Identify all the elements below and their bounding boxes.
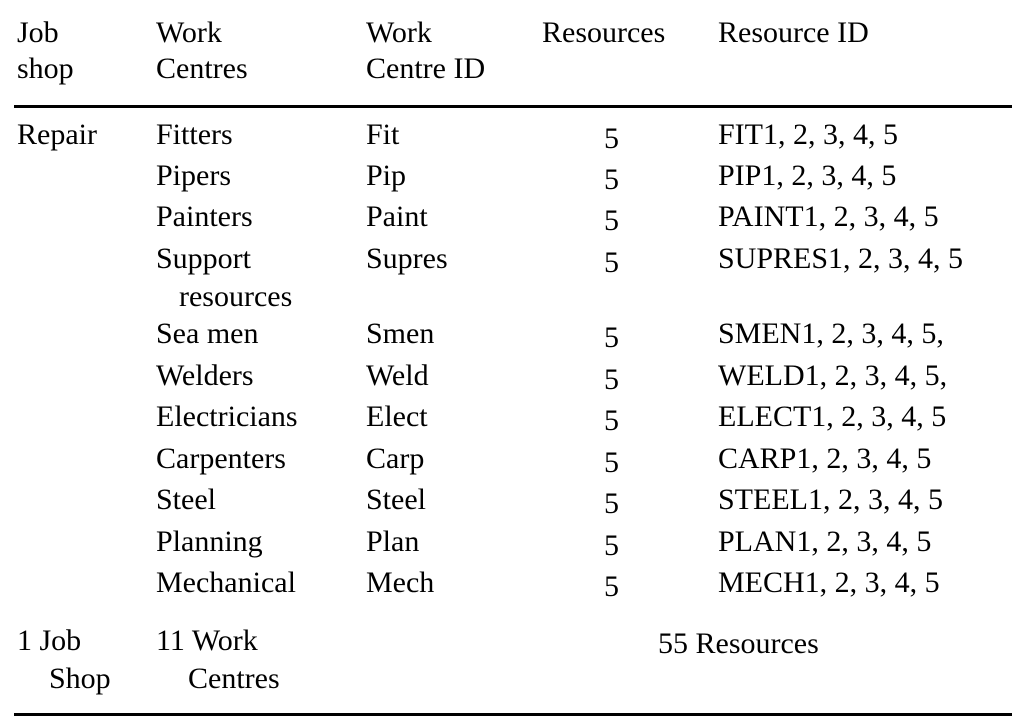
summary-work-centres-line2: Centres: [188, 662, 280, 695]
resource-count: 5: [604, 363, 619, 396]
resource-ids: PLAN1, 2, 3, 4, 5: [718, 525, 932, 558]
summary-job-shops-line1: 1 Job: [17, 624, 82, 657]
header-resource-id: [718, 18, 869, 48]
work-centre-name: Painters: [156, 200, 253, 233]
work-centre-name: Sea men: [156, 317, 259, 350]
resource-count: 5: [604, 487, 619, 520]
summary-work-centres-line1: 11 Work: [156, 624, 258, 657]
work-centre-name: Fitters: [156, 118, 233, 151]
work-centre-name: Pipers: [156, 159, 231, 192]
resource-count: 5: [604, 163, 619, 196]
header-job-shop-line2: shop: [17, 52, 74, 85]
work-centre-name: Support: [156, 242, 252, 275]
resource-ids: CARP1, 2, 3, 4, 5: [718, 442, 932, 475]
resource-count: 5: [604, 204, 619, 237]
work-centre-name: Steel: [156, 483, 216, 516]
header-work-centres-line2: Centres: [156, 52, 248, 85]
job-shop-name: Repair: [17, 118, 97, 151]
resource-ids: FIT1, 2, 3, 4, 5: [718, 118, 898, 151]
header-rule: [14, 105, 1012, 108]
header-work-centres: [156, 18, 248, 84]
header-resources-line1: Resources: [542, 16, 666, 49]
work-centre-name: Carpenters: [156, 442, 286, 475]
resource-ids: WELD1, 2, 3, 4, 5,: [718, 359, 948, 392]
work-centre-name: Welders: [156, 359, 254, 392]
resource-count: 5: [604, 246, 619, 279]
resource-count: 5: [604, 321, 619, 354]
summary-resources: 55 Resources: [658, 627, 819, 660]
header-job-shop: [17, 18, 74, 84]
summary-job-shops-line2: Shop: [49, 662, 111, 695]
resource-ids: SMEN1, 2, 3, 4, 5,: [718, 317, 944, 350]
resource-count: 5: [604, 404, 619, 437]
work-centre-id: Smen: [366, 317, 435, 350]
resource-ids: STEEL1, 2, 3, 4, 5: [718, 483, 943, 516]
header-work-centre-id: [366, 18, 485, 84]
header-work-centre-id-line1: Work: [366, 16, 432, 49]
work-centre-id: Weld: [366, 359, 429, 392]
header-work-centres-line1: Work: [156, 16, 222, 49]
resource-ids: MECH1, 2, 3, 4, 5: [718, 566, 940, 599]
resource-ids: PAINT1, 2, 3, 4, 5: [718, 200, 939, 233]
resource-count: 5: [604, 570, 619, 603]
header-work-centre-id-line2: Centre ID: [366, 52, 486, 85]
bottom-rule: [14, 713, 1012, 716]
work-centre-id: Pip: [366, 159, 407, 192]
resource-count: 5: [604, 529, 619, 562]
resource-count: 5: [604, 446, 619, 479]
header-resource-id-line1: Resource ID: [718, 16, 869, 49]
header-job-shop-line1: Job: [17, 16, 59, 49]
work-centre-id: Mech: [366, 566, 435, 599]
work-centre-name: Planning: [156, 525, 263, 558]
resource-ids: SUPRES1, 2, 3, 4, 5: [718, 242, 964, 275]
work-centre-id: Fit: [366, 118, 400, 151]
resource-ids: ELECT1, 2, 3, 4, 5: [718, 400, 947, 433]
work-centre-name: Electricians: [156, 400, 298, 433]
work-centre-id: Supres: [366, 242, 448, 275]
header-resources: [542, 18, 665, 48]
summary-work-centres: [156, 626, 280, 694]
work-centre-name-continued: resources: [179, 280, 293, 313]
work-centre-id: Steel: [366, 483, 426, 516]
summary-job-shops: [17, 626, 111, 694]
work-centre-id: Elect: [366, 400, 428, 433]
work-centre-id: Plan: [366, 525, 420, 558]
resource-ids: PIP1, 2, 3, 4, 5: [718, 159, 897, 192]
work-centre-id: Carp: [366, 442, 425, 475]
work-centre-id: Paint: [366, 200, 428, 233]
resource-count: 5: [604, 122, 619, 155]
work-centre-name: Mechanical: [156, 566, 296, 599]
